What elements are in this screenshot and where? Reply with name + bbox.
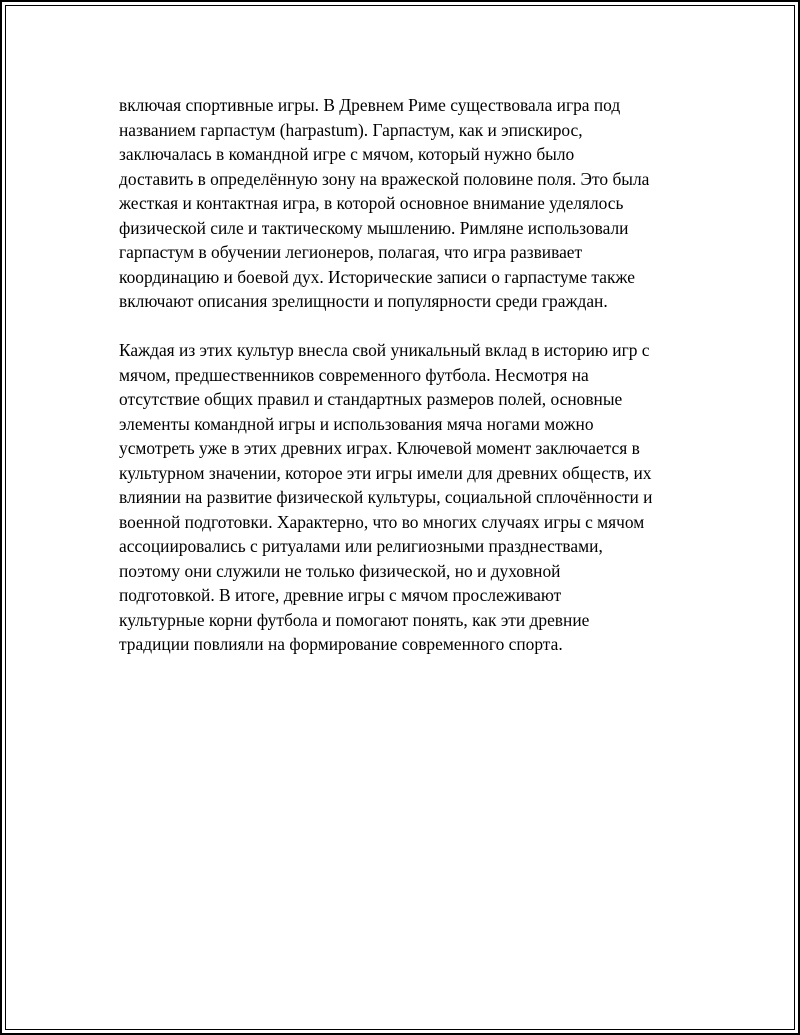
text-line: культурном значении, которое эти игры имели для древних обществ, их bbox=[119, 462, 652, 483]
text-line: усмотреть уже в этих древних играх. Ключевой момент заключается в bbox=[119, 438, 640, 458]
text-line: подготовкой. В итоге, древние игры с мячом прослеживают bbox=[119, 585, 562, 605]
text-line: включают описания зрелищности и популярности среди граждан. bbox=[119, 291, 608, 311]
text-line: традиции повлияли на формирование современного спорта. bbox=[119, 634, 563, 654]
text-line: мячом, предшественников современного футбола. Несмотря на bbox=[119, 364, 589, 385]
text-line: культурные корни футбола и помогают понять, как эти древние bbox=[119, 609, 590, 630]
text-line: доставить в определённую зону на вражеской половине поля. Это была bbox=[119, 168, 650, 189]
text-line: военной подготовки. Характерно, что во многих случаях игры с мячом bbox=[119, 511, 645, 532]
text-line: заключалась в командной игре с мячом, который нужно было bbox=[119, 144, 575, 164]
text-line: координацию и боевой дух. Исторические записи о гарпастуме также bbox=[119, 266, 635, 287]
paragraph-1 bbox=[119, 93, 689, 314]
text-line: влиянии на развитие физической культуры, социальной сплочённости и bbox=[119, 487, 653, 507]
text-line: включая спортивные игры. В Древнем Риме существовала игра под bbox=[119, 95, 621, 115]
text-line: физической силе и тактическому мышлению. Римляне использовали bbox=[119, 217, 629, 238]
paragraph-spacer bbox=[119, 314, 689, 339]
text-line: ассоциировались с ритуалами или религиозными празднествами, bbox=[119, 536, 603, 556]
text-line: Каждая из этих культур внесла свой уникальный вклад в историю игр с bbox=[119, 340, 650, 360]
text-line: отсутствие общих правил и стандартных размеров полей, основные bbox=[119, 389, 623, 409]
document-body bbox=[119, 93, 689, 657]
paragraph-2 bbox=[119, 338, 689, 657]
text-line: элементы командной игры и использования мяча ногами можно bbox=[119, 413, 594, 434]
text-line: жесткая и контактная игра, в которой основное внимание уделялось bbox=[119, 193, 624, 213]
text-line: названием гарпастум (harpastum). Гарпастум, как и эпискирос, bbox=[119, 119, 583, 140]
text-line: гарпастум в обучении легионеров, полагая, что игра развивает bbox=[119, 242, 583, 262]
text-line: поэтому они служили не только физической, но и духовной bbox=[119, 560, 561, 581]
